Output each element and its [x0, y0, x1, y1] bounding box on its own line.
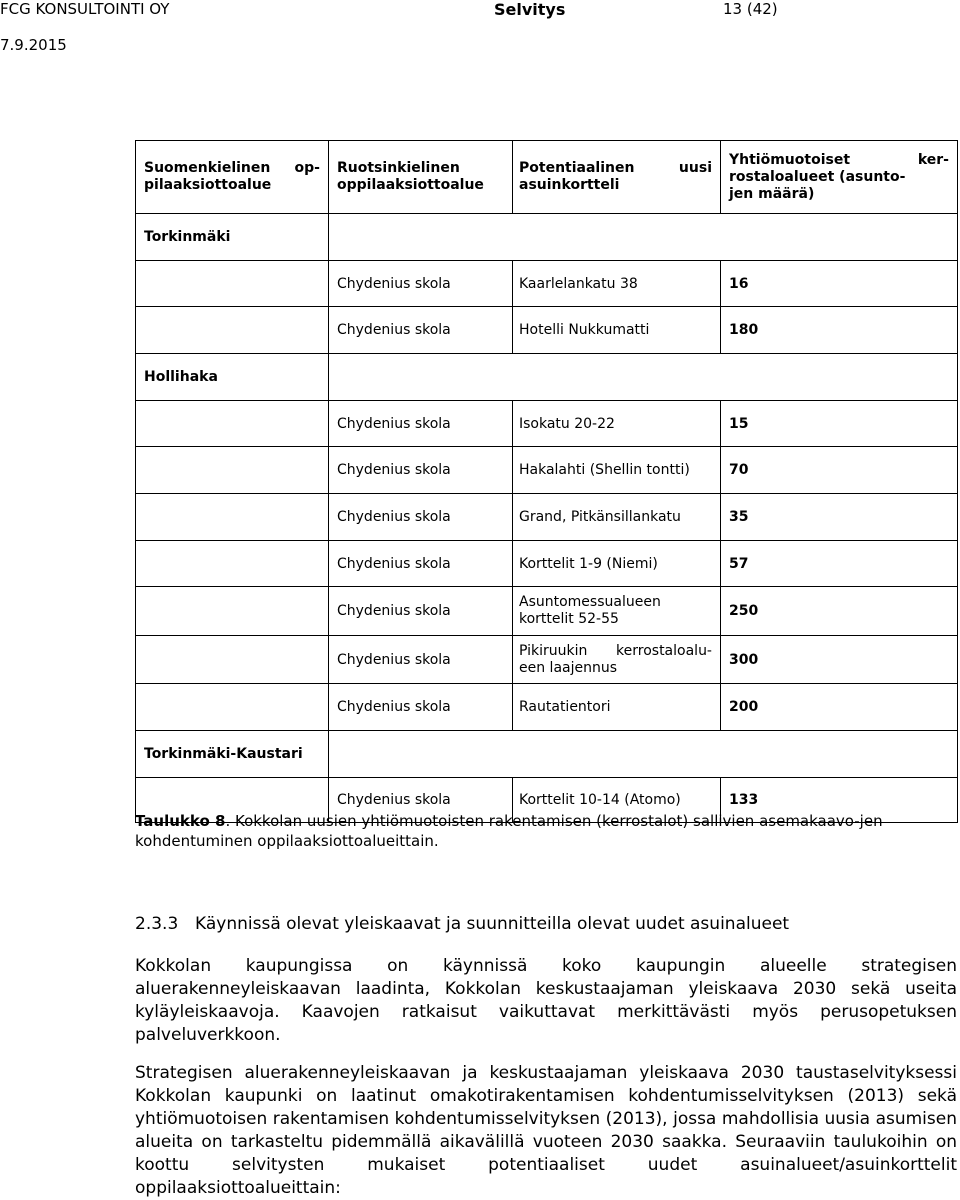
- caption-label: Taulukko 8: [135, 812, 226, 830]
- school-cell: Chydenius skola: [329, 447, 513, 494]
- header-text: oppilaaksiottoalue: [337, 177, 484, 193]
- count-cell: 300: [721, 636, 958, 684]
- count-cell: 57: [721, 541, 958, 587]
- school-cell: Chydenius skola: [329, 636, 513, 684]
- header-text: Potentiaalinen: [519, 160, 635, 176]
- table-row: [136, 587, 958, 636]
- group-name: Torkinmäki: [136, 214, 329, 261]
- site-cell: Grand, Pitkänsillankatu: [513, 494, 721, 541]
- group-spacer: [329, 214, 958, 261]
- table-row: [136, 541, 958, 587]
- site-text: Asuntomessualueen: [519, 594, 661, 610]
- header-page-number: 13 (42): [723, 0, 778, 18]
- table-row: [136, 447, 958, 494]
- empty-cell: [136, 401, 329, 447]
- count-cell: 35: [721, 494, 958, 541]
- school-cell: Chydenius skola: [329, 541, 513, 587]
- group-row: [136, 354, 958, 401]
- group-row: [136, 214, 958, 261]
- site-cell: Isokatu 20-22: [513, 401, 721, 447]
- table-row: [136, 494, 958, 541]
- count-cell: 250: [721, 587, 958, 636]
- empty-cell: [136, 261, 329, 307]
- section-title: Käynnissä olevat yleiskaavat ja suunnitteilla olevat uudet asuinalueet: [195, 914, 790, 934]
- header-text: jen määrä): [729, 185, 815, 202]
- count-cell: 15: [721, 401, 958, 447]
- site-cell: Korttelit 1-9 (Niemi): [513, 541, 721, 587]
- table-row: [136, 261, 958, 307]
- header-text: rostaloalueet (asunto-: [729, 168, 906, 185]
- count-cell: 16: [721, 261, 958, 307]
- housing-table: [135, 140, 958, 823]
- empty-cell: [136, 494, 329, 541]
- count-cell: 70: [721, 447, 958, 494]
- section-number: 2.3.3: [135, 914, 179, 934]
- group-name: Torkinmäki-Kaustari: [136, 731, 329, 778]
- table-header-row: [136, 141, 958, 214]
- empty-cell: [136, 307, 329, 354]
- header-apartment-count: [721, 141, 958, 214]
- group-row: [136, 731, 958, 778]
- table-row: [136, 684, 958, 731]
- school-cell: Chydenius skola: [329, 778, 513, 823]
- table-row: [136, 636, 958, 684]
- empty-cell: [136, 541, 329, 587]
- school-cell: Chydenius skola: [329, 401, 513, 447]
- empty-cell: [136, 447, 329, 494]
- empty-cell: [136, 684, 329, 731]
- count-cell: 180: [721, 307, 958, 354]
- header-text: asuinkortteli: [519, 177, 620, 193]
- header-text: Ruotsinkielinen: [337, 160, 460, 176]
- empty-cell: [136, 636, 329, 684]
- school-cell: Chydenius skola: [329, 307, 513, 354]
- header-text: ker-: [917, 151, 949, 168]
- table-row: [136, 307, 958, 354]
- empty-cell: [136, 587, 329, 636]
- site-cell: Rautatientori: [513, 684, 721, 731]
- caption-text: . Kokkolan uusien yhtiömuotoisten rakentamisen (kerrostalot) sallivien asemakaavo-jen kohdentuminen oppilaaksiottoalueittain.: [135, 812, 883, 850]
- header-date: 7.9.2015: [0, 36, 67, 54]
- site-cell: [513, 636, 721, 684]
- header-text: pilaaksiottoalue: [144, 177, 272, 193]
- header-company: FCG KONSULTOINTI OY: [0, 0, 170, 18]
- table-row: [136, 401, 958, 447]
- header-potential-block: [513, 141, 721, 214]
- count-cell: 133: [721, 778, 958, 823]
- site-text: korttelit 52-55: [519, 611, 619, 627]
- count-cell: 200: [721, 684, 958, 731]
- header-text: uusi: [678, 160, 712, 176]
- school-cell: Chydenius skola: [329, 684, 513, 731]
- header-text: Yhtiömuotoiset: [729, 151, 851, 168]
- site-cell: Korttelit 10-14 (Atomo): [513, 778, 721, 823]
- site-cell: Hotelli Nukkumatti: [513, 307, 721, 354]
- header-text: Suomenkielinen op-: [144, 160, 320, 176]
- paragraph: Strategisen aluerakenneyleiskaavan ja keskustaajaman yleiskaava 2030 taustaselvityksessi Kokkolan kaupunki on laatinut omakotirakentamisen kohdentumisselvityksen (2013) sekä yhtiömuotoisen rakentamisen kohdentumisselvityksen (2013), jossa mahdollisia uusia asumisen alueita on tarkasteltu pidemmällä aikavälillä vuoteen 2030 saakka. Seuraaviin taulukoihin on koottu selvitysten mukaiset potentiaaliset uudet asuinalueet/asuinkorttelit oppilaaksiottoalueittain:: [135, 1063, 957, 1198]
- paragraph: Kokkolan kaupungissa on käynnissä koko kaupungin alueelle strategisen aluerakenneyleiskaavan laadinta, Kokkolan keskustaajaman yleiskaava 2030 sekä useita kyläyleiskaavoja. Kaavojen ratkaisut vaikuttavat merkittävästi myös perusopetuksen palveluverkkoon.: [135, 956, 957, 1045]
- table-caption: [135, 811, 957, 851]
- site-cell: [513, 587, 721, 636]
- site-text: Pikiruukin kerrostaloalu-: [519, 642, 712, 659]
- group-spacer: [329, 354, 958, 401]
- school-cell: Chydenius skola: [329, 494, 513, 541]
- site-cell: Hakalahti (Shellin tontti): [513, 447, 721, 494]
- site-cell: Kaarlelankatu 38: [513, 261, 721, 307]
- school-cell: Chydenius skola: [329, 261, 513, 307]
- header-finnish-area: [136, 141, 329, 214]
- section-heading: [135, 914, 789, 934]
- group-spacer: [329, 731, 958, 778]
- site-text: een laajennus: [519, 659, 618, 676]
- header-title: Selvitys: [494, 0, 566, 19]
- header-swedish-area: [329, 141, 513, 214]
- group-name: Hollihaka: [136, 354, 329, 401]
- school-cell: Chydenius skola: [329, 587, 513, 636]
